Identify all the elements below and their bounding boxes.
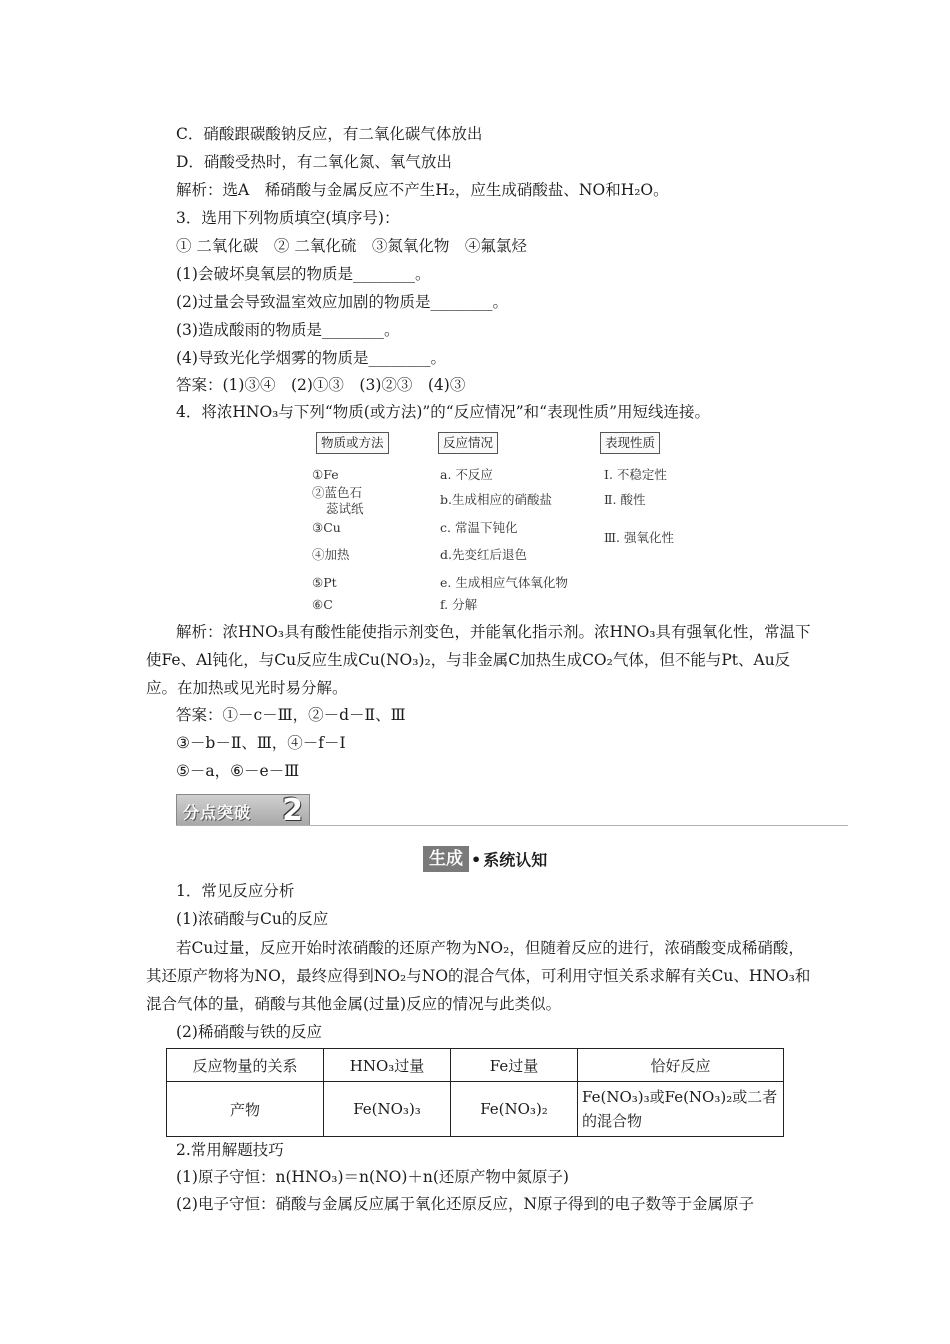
question-3-part-4: (4)导致光化学烟雾的物质是________。	[176, 349, 446, 367]
section-banner-number: 2	[282, 793, 303, 828]
diagram-item-litmus-2: 蕊试纸	[326, 501, 364, 516]
table-row	[167, 1082, 784, 1137]
diagram-reaction-a: a. 不反应	[440, 467, 493, 482]
table-header-row	[167, 1049, 784, 1082]
diagram-item-cu: ③Cu	[312, 520, 341, 535]
question-4: 4．将浓HNO₃与下列“物质(或方法)”的“反应情况”和“表现性质”用短线连接。	[176, 403, 711, 421]
diagram-col3-title: 表现性质	[600, 432, 660, 454]
question-3-part-3: (3)造成酸雨的物质是________。	[176, 321, 400, 339]
answer-q4-line3: ⑤－a，⑥－e－Ⅲ	[176, 762, 300, 780]
section-divider	[176, 825, 848, 826]
table-header-cell: Fe过量	[451, 1049, 578, 1082]
diagram-property-2: Ⅱ. 酸性	[604, 492, 646, 507]
diagram-col1-title: 物质或方法	[316, 432, 389, 454]
question-3-part-2: (2)过量会导致温室效应加剧的物质是________。	[176, 293, 508, 311]
question-3-part-1: (1)会破坏臭氧层的物质是________。	[176, 265, 431, 283]
subheading-text: 系统认知	[483, 850, 548, 870]
option-d: D．硝酸受热时，有二氧化氮、氧气放出	[176, 153, 452, 171]
diagram-property-3: Ⅲ. 强氧化性	[604, 530, 675, 545]
subheading-dilute-nitric-fe: (2)稀硝酸与铁的反应	[176, 1023, 322, 1041]
table-header-cell: 恰好反应	[578, 1049, 784, 1082]
heading-problem-tips: 2.常用解题技巧	[176, 1141, 284, 1159]
diagram-reaction-c: c. 常温下钝化	[440, 520, 518, 535]
diagram-col2-title: 反应情况	[438, 432, 498, 454]
subheading-tag: 生成	[423, 846, 469, 872]
question-3-options: ① 二氧化碳 ② 二氧化硫 ③氮氧化物 ④氟氯烃	[176, 237, 527, 255]
subheading-dot: •	[471, 849, 482, 869]
matching-diagram	[308, 428, 688, 616]
table-cell: Fe(NO₃)₃	[324, 1082, 451, 1137]
subheading-conc-nitric-cu: (1)浓硝酸与Cu的反应	[176, 910, 329, 928]
paragraph-conc-nitric-cu: 若Cu过量，反应开始时浓硝酸的还原产物为NO₂，但随着反应的进行，浓硝酸变成稀硝酸，其还原产物将为NO，最终应得到NO₂与NO的混合气体，可利用守恒关系求解有关Cu、HNO₃和混合气体的量，硝酸与其他金属(过量)反应的情况与此类似。	[146, 939, 811, 1013]
table-header-cell: 反应物量的关系	[167, 1049, 324, 1082]
answer-q3: 答案：(1)③④ (2)①③ (3)②③ (4)③	[176, 376, 466, 394]
diagram-reaction-f: f. 分解	[440, 597, 478, 612]
answer-q4-line2: ③－b－Ⅱ、Ⅲ，④－f－Ⅰ	[176, 734, 346, 752]
diagram-item-fe: ①Fe	[312, 467, 339, 482]
tip-atom-conservation: (1)原子守恒：n(HNO₃)＝n(NO)＋n(还原产物中氮原子)	[176, 1168, 569, 1186]
table-header-cell: HNO₃过量	[324, 1049, 451, 1082]
section-banner-text: 分点突破	[183, 803, 252, 822]
diagram-item-pt: ⑤Pt	[312, 575, 337, 590]
answer-q4-line1: 答案：①－c－Ⅲ，②－d－Ⅱ、Ⅲ	[176, 706, 406, 724]
diagram-item-heat: ④加热	[312, 547, 350, 562]
diagram-item-c: ⑥C	[312, 597, 333, 612]
diagram-reaction-e: e. 生成相应气体氧化物	[440, 575, 568, 590]
question-3: 3．选用下列物质填空(填序号)：	[176, 209, 400, 227]
section-subheading	[423, 846, 547, 874]
diagram-item-litmus: ②蓝色石	[312, 485, 363, 500]
analysis-q4: 解析：浓HNO₃具有酸性能使指示剂变色，并能氧化指示剂。浓HNO₃具有强氧化性，常温下使Fe、Al钝化，与Cu反应生成Cu(NO₃)₂，与非金属C加热生成CO₂气体，但不能与Pt、Au反应。在加热或见光时易分解。	[146, 623, 811, 697]
tip-electron-conservation: (2)电子守恒：硝酸与金属反应属于氧化还原反应，N原子得到的电子数等于金属原子	[176, 1195, 755, 1213]
product-table	[166, 1048, 784, 1137]
table-cell: 产物	[167, 1082, 324, 1137]
heading-common-reactions: 1．常见反应分析	[176, 882, 295, 900]
analysis-q2: 解析：选A 稀硝酸与金属反应不产生H₂，应生成硝酸盐、NO和H₂O。	[176, 181, 669, 199]
diagram-property-1: Ⅰ. 不稳定性	[604, 467, 667, 482]
table-cell: Fe(NO₃)₃或Fe(NO₃)₂或二者的混合物	[578, 1082, 784, 1137]
section-banner	[176, 794, 310, 826]
diagram-reaction-d: d.先变红后退色	[440, 547, 527, 562]
option-c: C．硝酸跟碳酸钠反应，有二氧化碳气体放出	[176, 125, 483, 143]
diagram-reaction-b: b.生成相应的硝酸盐	[440, 492, 552, 507]
table-cell: Fe(NO₃)₂	[451, 1082, 578, 1137]
